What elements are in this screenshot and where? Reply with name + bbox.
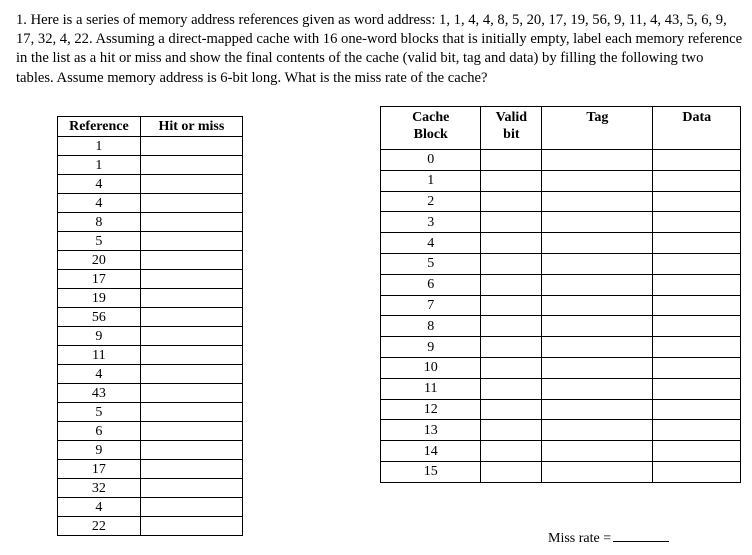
- reference-value: 8: [58, 213, 141, 232]
- cache-block-index: 11: [381, 378, 481, 399]
- hit-or-miss-cell[interactable]: [140, 194, 242, 213]
- hit-or-miss-cell[interactable]: [140, 365, 242, 384]
- hit-or-miss-cell[interactable]: [140, 232, 242, 251]
- reference-value: 5: [58, 403, 141, 422]
- cache-block-index: 12: [381, 399, 481, 420]
- reference-value: 4: [58, 175, 141, 194]
- cache-block-index: 8: [381, 316, 481, 337]
- reference-row: [58, 137, 243, 156]
- reference-row: [58, 327, 243, 346]
- hit-or-miss-column-header: Hit or miss: [140, 117, 242, 137]
- cache-row: [381, 150, 741, 171]
- reference-row: [58, 156, 243, 175]
- cache-block-index: 3: [381, 212, 481, 233]
- valid-bit-cell[interactable]: [481, 212, 542, 233]
- hit-or-miss-cell[interactable]: [140, 156, 242, 175]
- hit-or-miss-cell[interactable]: [140, 384, 242, 403]
- valid-bit-cell[interactable]: [481, 357, 542, 378]
- cache-table-header: [381, 107, 741, 150]
- cache-row: [381, 316, 741, 337]
- cache-block-index: 0: [381, 150, 481, 171]
- hit-or-miss-cell[interactable]: [140, 517, 242, 536]
- cache-row: [381, 274, 741, 295]
- reference-row: [58, 270, 243, 289]
- hit-or-miss-cell[interactable]: [140, 213, 242, 232]
- reference-value: 9: [58, 327, 141, 346]
- reference-row: [58, 308, 243, 327]
- data-column-header: Data: [653, 107, 741, 150]
- tag-cell[interactable]: [542, 337, 653, 358]
- data-cell[interactable]: [653, 295, 741, 316]
- tag-column-header: Tag: [542, 107, 653, 150]
- hit-or-miss-cell[interactable]: [140, 460, 242, 479]
- tag-cell[interactable]: [542, 461, 653, 482]
- cache-block-index: 4: [381, 233, 481, 254]
- data-cell[interactable]: [653, 233, 741, 254]
- reference-column-header: Reference: [58, 117, 141, 137]
- reference-row: [58, 517, 243, 536]
- cache-block-index: 7: [381, 295, 481, 316]
- reference-value: 17: [58, 270, 141, 289]
- hit-or-miss-cell[interactable]: [140, 403, 242, 422]
- data-cell[interactable]: [653, 461, 741, 482]
- hit-or-miss-cell[interactable]: [140, 251, 242, 270]
- question-text: 1. Here is a series of memory address references given as word address: 1, 1, 4, 4, 8, 5, 20, 17, 19, 56, 9, 11, 4, 43, 5, 6, 9, 17, 32, 4, 22. Assuming a direct-mapped cache with 16 one-word blocks that is initially empty, label each memory reference in the list as a hit or miss and show the final contents of the cache (valid bit, tag and data) by filling the following two tables. Assume memory address is 6-bit long. What is the miss rate of the cache?: [16, 12, 743, 86]
- tag-cell[interactable]: [542, 441, 653, 462]
- reference-row: [58, 251, 243, 270]
- cache-block-index: 10: [381, 357, 481, 378]
- tag-cell[interactable]: [542, 399, 653, 420]
- reference-row: [58, 213, 243, 232]
- valid-bit-cell[interactable]: [481, 378, 542, 399]
- reference-value: 11: [58, 346, 141, 365]
- reference-row: [58, 422, 243, 441]
- data-cell[interactable]: [653, 212, 741, 233]
- reference-value: 20: [58, 251, 141, 270]
- data-cell[interactable]: [653, 357, 741, 378]
- reference-value: 5: [58, 232, 141, 251]
- valid-bit-cell[interactable]: [481, 399, 542, 420]
- valid-bit-cell[interactable]: [481, 274, 542, 295]
- cache-row: [381, 461, 741, 482]
- reference-row: [58, 346, 243, 365]
- tag-cell[interactable]: [542, 295, 653, 316]
- cache-row: [381, 420, 741, 441]
- cache-block-index: 5: [381, 253, 481, 274]
- reference-row: [58, 289, 243, 308]
- cache-row: [381, 233, 741, 254]
- reference-value: 17: [58, 460, 141, 479]
- hit-or-miss-cell[interactable]: [140, 327, 242, 346]
- reference-row: [58, 479, 243, 498]
- hit-or-miss-cell[interactable]: [140, 479, 242, 498]
- valid-bit-cell[interactable]: [481, 295, 542, 316]
- reference-value: 19: [58, 289, 141, 308]
- cache-block-index: 14: [381, 441, 481, 462]
- reference-row: [58, 441, 243, 460]
- valid-bit-cell[interactable]: [481, 170, 542, 191]
- miss-rate-label: Miss rate =: [548, 531, 612, 546]
- reference-table: [57, 116, 243, 536]
- reference-value: 22: [58, 517, 141, 536]
- valid-bit-cell[interactable]: [481, 441, 542, 462]
- data-cell[interactable]: [653, 378, 741, 399]
- cache-row: [381, 253, 741, 274]
- cache-block-index: 2: [381, 191, 481, 212]
- tag-cell[interactable]: [542, 150, 653, 171]
- reference-row: [58, 175, 243, 194]
- reference-value: 32: [58, 479, 141, 498]
- hit-or-miss-cell[interactable]: [140, 308, 242, 327]
- tag-cell[interactable]: [542, 191, 653, 212]
- reference-row: [58, 232, 243, 251]
- reference-row: [58, 194, 243, 213]
- data-cell[interactable]: [653, 316, 741, 337]
- cache-block-index: 6: [381, 274, 481, 295]
- hit-or-miss-cell[interactable]: [140, 441, 242, 460]
- valid-bit-cell[interactable]: [481, 191, 542, 212]
- cache-block-index: 13: [381, 420, 481, 441]
- data-cell[interactable]: [653, 399, 741, 420]
- valid-header-line2: bit: [503, 127, 520, 142]
- cache-row: [381, 212, 741, 233]
- reference-row: [58, 403, 243, 422]
- valid-bit-cell[interactable]: [481, 316, 542, 337]
- hit-or-miss-cell[interactable]: [140, 137, 242, 156]
- cache-row: [381, 399, 741, 420]
- cache-block-index: 1: [381, 170, 481, 191]
- tag-cell[interactable]: [542, 420, 653, 441]
- cache-row: [381, 295, 741, 316]
- cache-block-header-line2: Block: [413, 127, 448, 142]
- data-cell[interactable]: [653, 150, 741, 171]
- tag-cell[interactable]: [542, 357, 653, 378]
- hit-or-miss-cell[interactable]: [140, 346, 242, 365]
- reference-row: [58, 460, 243, 479]
- cache-row: [381, 357, 741, 378]
- data-cell[interactable]: [653, 420, 741, 441]
- cache-row: [381, 191, 741, 212]
- valid-bit-cell[interactable]: [481, 253, 542, 274]
- data-cell[interactable]: [653, 274, 741, 295]
- valid-bit-cell[interactable]: [481, 337, 542, 358]
- reference-value: 43: [58, 384, 141, 403]
- cache-block-column-header: [381, 107, 481, 150]
- tag-cell[interactable]: [542, 233, 653, 254]
- cache-block-index: 15: [381, 461, 481, 482]
- tag-cell[interactable]: [542, 274, 653, 295]
- data-cell[interactable]: [653, 441, 741, 462]
- cache-row: [381, 378, 741, 399]
- reference-value: 1: [58, 156, 141, 175]
- valid-bit-column-header: [481, 107, 542, 150]
- hit-or-miss-cell[interactable]: [140, 289, 242, 308]
- reference-value: 4: [58, 498, 141, 517]
- cache-row: [381, 337, 741, 358]
- valid-bit-cell[interactable]: [481, 420, 542, 441]
- reference-row: [58, 498, 243, 517]
- valid-bit-cell[interactable]: [481, 233, 542, 254]
- valid-header-line1: Valid: [495, 110, 528, 125]
- reference-row: [58, 384, 243, 403]
- miss-rate-line: [548, 528, 669, 547]
- reference-value: 9: [58, 441, 141, 460]
- valid-bit-cell[interactable]: [481, 150, 542, 171]
- data-cell[interactable]: [653, 337, 741, 358]
- tag-cell[interactable]: [542, 253, 653, 274]
- reference-row: [58, 365, 243, 384]
- hit-or-miss-cell[interactable]: [140, 498, 242, 517]
- cache-block-index: 9: [381, 337, 481, 358]
- hit-or-miss-cell[interactable]: [140, 422, 242, 441]
- reference-value: 56: [58, 308, 141, 327]
- hit-or-miss-cell[interactable]: [140, 175, 242, 194]
- cache-row: [381, 170, 741, 191]
- miss-rate-blank[interactable]: [613, 528, 669, 542]
- data-cell[interactable]: [653, 191, 741, 212]
- data-cell[interactable]: [653, 253, 741, 274]
- tag-cell[interactable]: [542, 170, 653, 191]
- cache-row: [381, 441, 741, 462]
- cache-table: [380, 106, 741, 483]
- reference-value: 6: [58, 422, 141, 441]
- data-cell[interactable]: [653, 170, 741, 191]
- reference-value: 1: [58, 137, 141, 156]
- reference-value: 4: [58, 194, 141, 213]
- reference-value: 4: [58, 365, 141, 384]
- hit-or-miss-cell[interactable]: [140, 270, 242, 289]
- reference-table-header: [58, 117, 243, 137]
- valid-bit-cell[interactable]: [481, 461, 542, 482]
- tag-cell[interactable]: [542, 378, 653, 399]
- tag-cell[interactable]: [542, 212, 653, 233]
- cache-block-header-line1: Cache: [412, 110, 450, 125]
- tag-cell[interactable]: [542, 316, 653, 337]
